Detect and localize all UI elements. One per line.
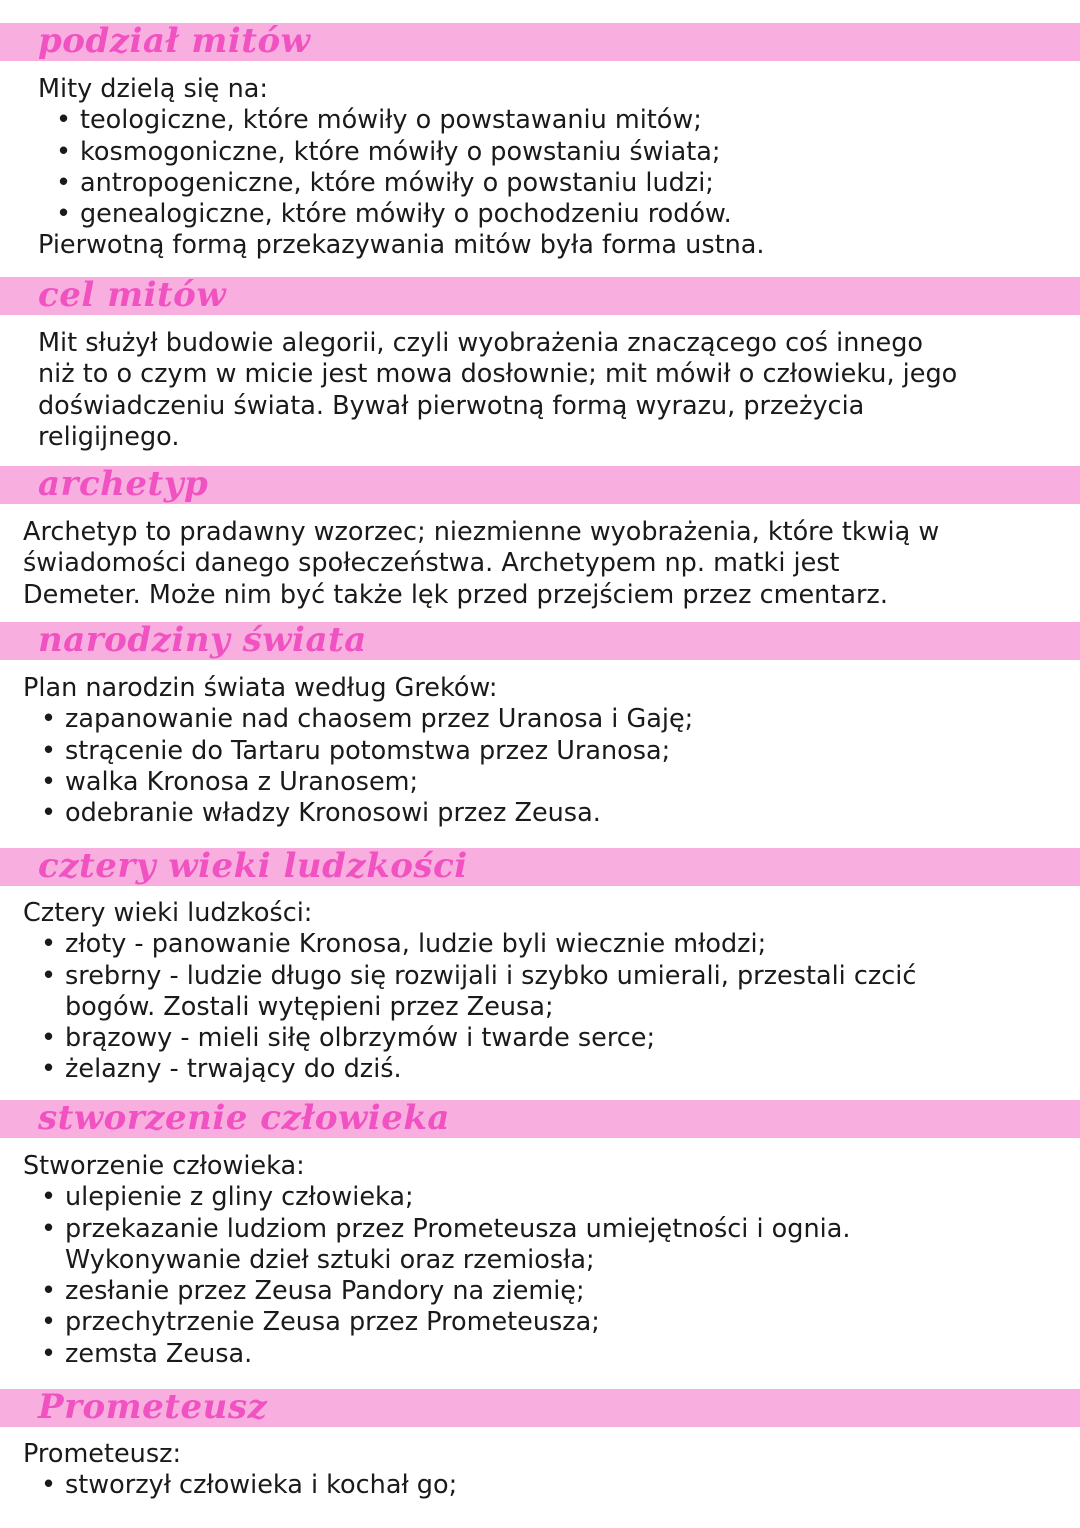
section-intro: Cztery wieki ludzkości: — [23, 898, 313, 928]
list-item-line: srebrny - ludzie długo się rozwijali i szybko umierali, przestali czcić — [65, 960, 917, 991]
list-item — [37, 1214, 850, 1277]
section-title: narodziny świata — [38, 620, 367, 660]
list-item: • stworzył człowieka i kochał go; — [37, 1470, 457, 1501]
paragraph-line: Mit służył budowie alegorii, czyli wyobrażenia znaczącego coś innego — [38, 328, 924, 358]
paragraph-line: Archetyp to pradawny wzorzec; niezmienne wyobrażenia, które tkwią w — [23, 517, 940, 547]
bullet-list — [37, 1182, 850, 1370]
paragraph-line: świadomości danego społeczeństwa. Archetypem np. matki jest — [23, 548, 840, 579]
bullet-list — [37, 1470, 457, 1501]
bullet-list — [52, 105, 765, 230]
section-intro: Prometeusz: — [23, 1439, 182, 1469]
section-title: cztery wieki ludzkości — [38, 846, 468, 886]
section-body — [38, 74, 765, 262]
paragraph-line: doświadczeniu świata. Bywał pierwotną formą wyrazu, przeżycia — [38, 390, 865, 421]
section-title: archetyp — [38, 464, 209, 504]
section-intro: Plan narodzin świata według Greków: — [23, 673, 498, 703]
section-title: stworzenie człowieka — [38, 1098, 450, 1138]
list-item — [37, 961, 916, 1024]
list-item-line: przekazanie ludziom przez Prometeusza umiejętności i ognia. — [65, 1213, 851, 1244]
list-item: • odebranie władzy Kronosowi przez Zeusa. — [37, 798, 693, 829]
list-item: • strącenie do Tartaru potomstwa przez Uranosa; — [37, 736, 693, 767]
list-item: • złoty - panowanie Kronosa, ludzie byli wiecznie młodzi; — [37, 929, 916, 960]
bullet-list — [37, 929, 916, 1085]
list-item: • teologiczne, które mówiły o powstawaniu mitów; — [52, 105, 765, 136]
list-item: • walka Kronosa z Uranosem; — [37, 767, 693, 798]
section-title: Prometeusz — [38, 1387, 268, 1427]
list-item: • genealogiczne, które mówiły o pochodzeniu rodów. — [52, 199, 765, 230]
list-item: • żelazny - trwający do dziś. — [37, 1054, 916, 1085]
list-item: • zemsta Zeusa. — [37, 1339, 850, 1370]
section-body — [23, 1151, 850, 1370]
section-title: podział mitów — [38, 21, 311, 61]
section-body — [38, 328, 957, 453]
paragraph-line: religijnego. — [38, 421, 180, 452]
section-intro: Stworzenie człowieka: — [23, 1151, 305, 1181]
list-item: • brązowy - mieli siłę olbrzymów i twarde serce; — [37, 1023, 916, 1054]
section-title: cel mitów — [38, 275, 227, 315]
section-body — [23, 1439, 457, 1502]
paragraph-line: Demeter. Może nim być także lęk przed przejściem przez cmentarz. — [23, 579, 888, 610]
section-intro: Mity dzielą się na: — [38, 74, 268, 104]
list-item: • antropogeniczne, które mówiły o powstaniu ludzi; — [52, 168, 765, 199]
section-body — [23, 898, 916, 1086]
list-item: • ulepienie z gliny człowieka; — [37, 1182, 850, 1213]
list-item: • zapanowanie nad chaosem przez Uranosa i Gaję; — [37, 704, 693, 735]
paragraph-line: niż to o czym w micie jest mowa dosłownie; mit mówił o człowieku, jego — [38, 359, 958, 390]
section-body — [23, 673, 693, 829]
section-body — [23, 517, 939, 611]
list-item-continuation: bogów. Zostali wytępieni przez Zeusa; — [65, 991, 554, 1022]
section-outro: Pierwotną formą przekazywania mitów była forma ustna. — [38, 230, 765, 261]
list-item: • kosmogoniczne, które mówiły o powstaniu świata; — [52, 137, 765, 168]
list-item-continuation: Wykonywanie dzieł sztuki oraz rzemiosła; — [65, 1244, 595, 1275]
list-item: • zesłanie przez Zeusa Pandory na ziemię; — [37, 1276, 850, 1307]
list-item: • przechytrzenie Zeusa przez Prometeusza; — [37, 1307, 850, 1338]
bullet-list — [37, 704, 693, 829]
